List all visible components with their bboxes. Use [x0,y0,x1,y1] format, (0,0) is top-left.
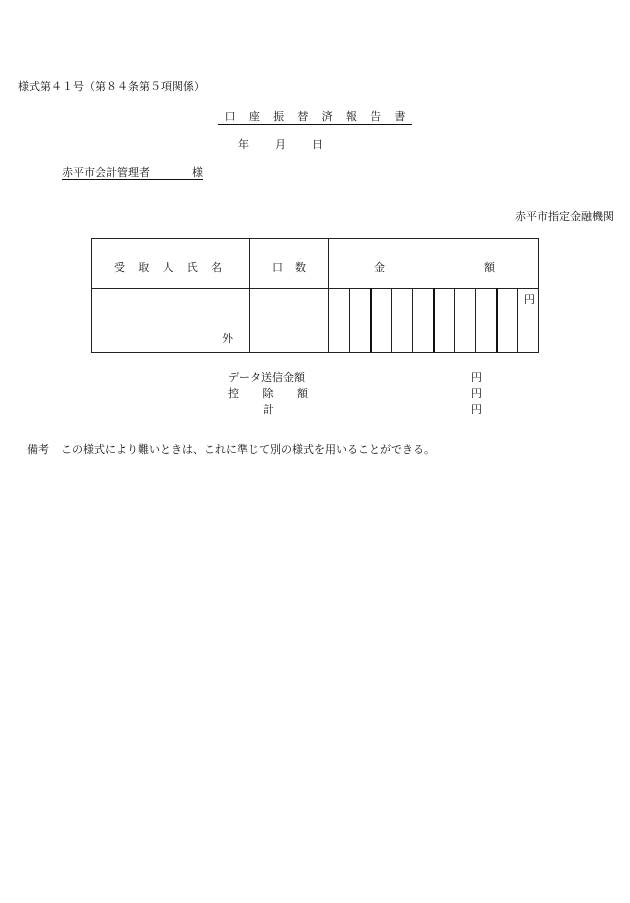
header-amount-char: 額 [484,261,495,274]
header-char: 取 [138,261,150,274]
transfer-table [91,238,539,353]
label-text: データ送信金額 [228,371,305,384]
table-header-divider [92,288,538,289]
digit-divider [517,288,518,352]
title-char: 口 [224,110,236,123]
yen-unit: 円 [524,293,535,306]
recipient-honorific: 様 [192,166,203,179]
label-char: 額 [297,387,308,400]
label-char: 除 [262,387,274,400]
header-char: 受 [114,261,125,274]
remark [27,444,435,455]
digit-divider [454,288,455,352]
summary-data-amount [228,369,482,385]
date-day: 日 [312,138,323,151]
date-year: 年 [238,138,249,151]
summary-label [263,401,273,417]
document-title [218,111,412,125]
header-char: 数 [295,261,306,274]
digit-divider [412,288,413,352]
remark-text: この様式により難いときは、これに準じて別の様式を用いることができる。 [61,443,435,456]
date-line [238,139,323,150]
header-count [272,259,306,275]
title-char: 書 [394,110,406,123]
digit-divider [349,288,350,352]
digit-divider [475,288,476,352]
title-char: 済 [321,110,333,123]
date-month: 月 [275,138,286,151]
form-number: 様式第４１号（第８４条第５項関係） [18,80,205,93]
header-char: 名 [211,261,222,274]
others-mark: 外 [222,332,233,345]
summary-label [228,385,308,401]
label-char: 計 [263,403,274,416]
title-char: 振 [273,110,285,123]
institution-name: 赤平市指定金融機関 [515,210,614,223]
header-char: 氏 [186,261,198,274]
column-divider [249,239,250,352]
digit-divider [391,288,392,352]
remark-label: 備考 [27,443,49,456]
summary-deduction [228,385,482,401]
summary-label [228,369,308,385]
header-recipient-name [114,259,222,275]
digit-divider-thick [433,288,435,352]
label-char: 控 [228,387,239,400]
title-char: 報 [345,110,357,123]
header-char: 口 [272,261,283,274]
title-char: 座 [248,110,260,123]
summary-unit: 円 [471,387,482,400]
header-char: 人 [162,261,174,274]
title-char: 替 [297,110,309,123]
digit-divider-thick [496,288,498,352]
summary-unit: 円 [471,403,482,416]
recipient-name: 赤平市会計管理者 [62,166,150,179]
summary-unit: 円 [471,371,482,384]
header-amount-char: 金 [374,261,385,274]
recipient-line [62,167,203,180]
digit-divider-thick [370,288,372,352]
title-char: 告 [370,110,382,123]
column-divider [328,239,329,352]
summary-total [228,401,482,417]
